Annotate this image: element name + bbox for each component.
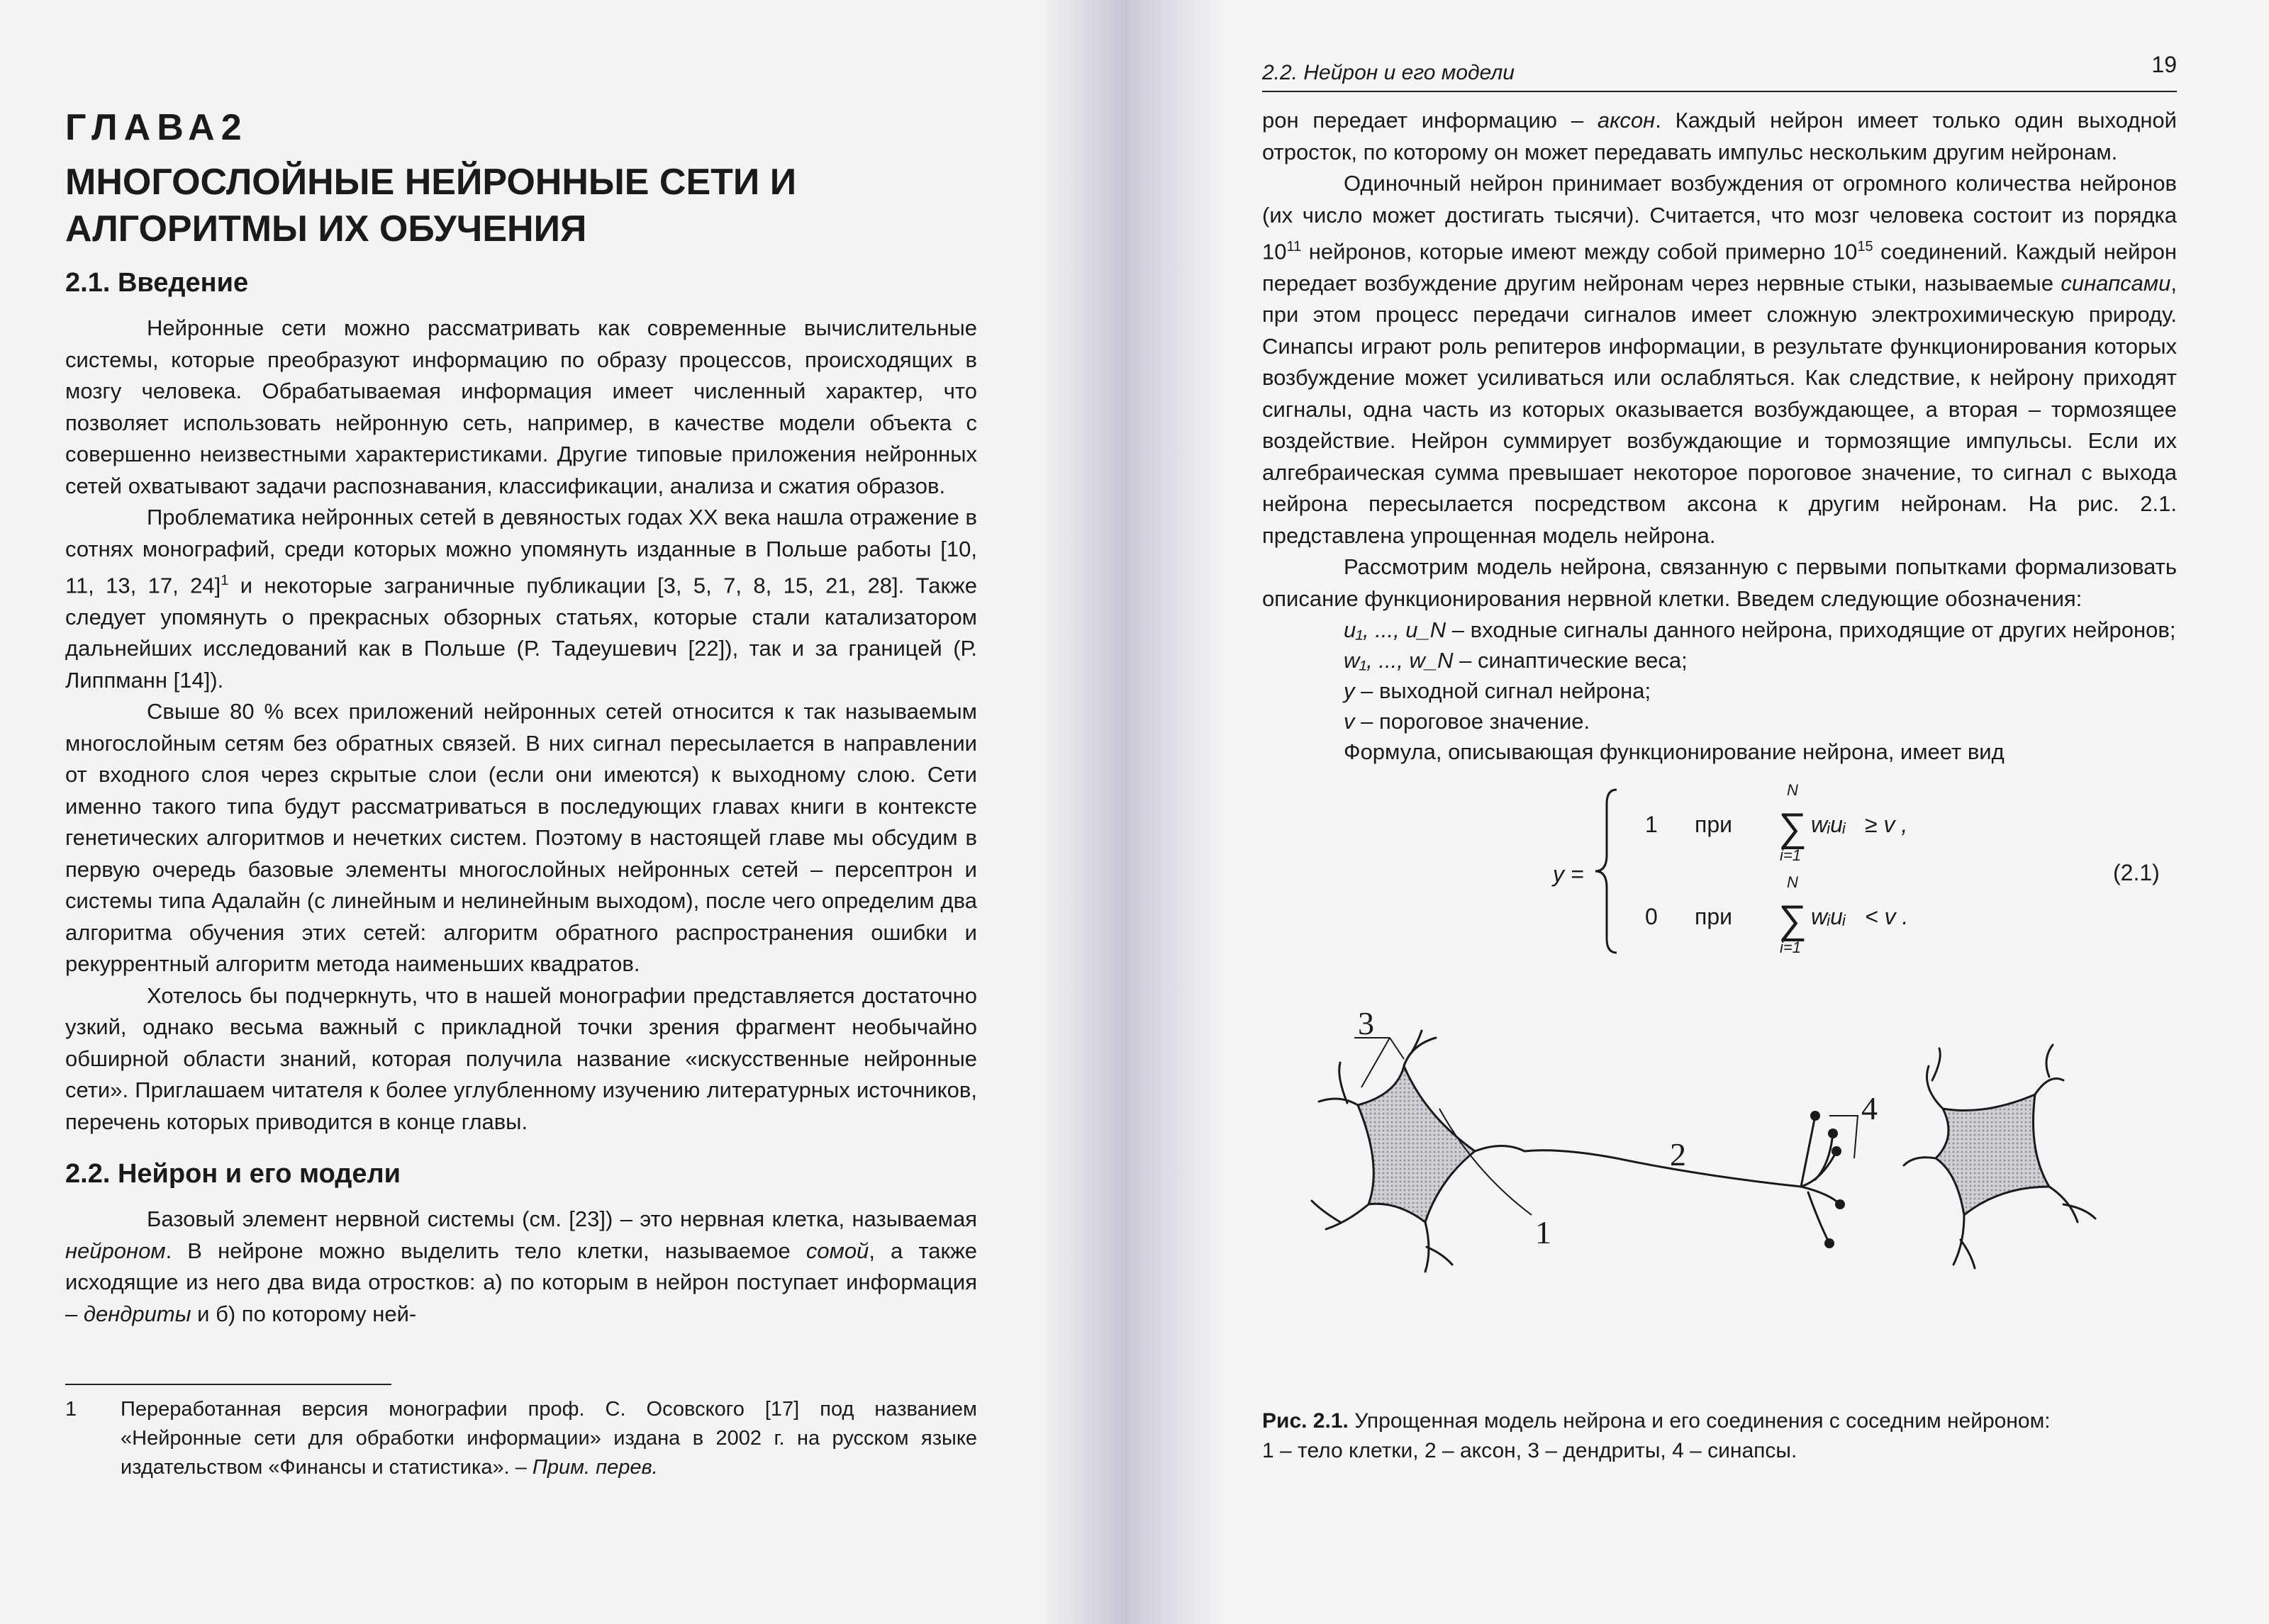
paragraph-single-neuron-part-b: нейронов, которые имеют между собой примерно 10 [1301,239,1858,264]
paragraph-single-neuron-part-d: , при этом процесс передачи сигналов имеет сложную электрохимическую природу. Синапсы играют роль репитеров информации, в результате функционирования которых возбуждение может усиливаться или ослабляться. Как следствие, к нейрону приходят сигналы, одна часть из которых оказывается возбуждающее, а вторая – тормозящее воздействие. Нейрон суммирует возбуждающие и тормозящие импульсы. Если их алгебраическая сумма превышает некоторое пороговое значение, то сигнал с выхода нейрона пересылается посредством аксона к другим нейронам. На рис. 2.1. представлена упрощенная модель нейрона. [1262,270,2177,548]
term-synapses: синапсами [2061,270,2171,296]
running-head [1262,50,2177,92]
synapse-5 [1810,1111,1820,1121]
figure-caption [1262,1406,2177,1466]
paragraph-model-intro: Рассмотрим модель нейрона, связанную с первыми попытками формализовать описание функционирования нервной клетки. Введем следующие обозначения: [1262,554,2177,611]
section-heading-neuron: 2.2. Нейрон и его модели [65,1159,401,1189]
formula-lhs: y = [1553,861,1584,887]
paragraph-formula-intro: Формула, описывающая функционирование нейрона, имеет вид [1344,739,2005,765]
neuron-diagram [1262,1009,2177,1364]
formula-case2-word: при [1695,903,1732,929]
label-1: 1 [1535,1214,1551,1250]
definition-inputs [1262,615,2177,645]
label-2: 2 [1670,1136,1686,1172]
figure-caption-text: Упрощенная модель нейрона и его соединения с соседним нейроном: [1348,1409,2051,1433]
term-dendrites: дендриты [83,1301,191,1326]
right-page [1127,0,2269,1624]
section-heading-introduction: 2.1. Введение [65,268,249,298]
paragraph-intro-2-part-a: Проблематика нейронных сетей в девяностых годах XX века нашла отражение в сотнях монографий, среди которых можно упомянуть изданные в Польше работы [10, 11, 13, 17, 24] [65,505,977,598]
paragraph-single-neuron-part-c: соединений. Каждый нейрон передает возбуждение другим нейронам через нервные стыки, называемые [1262,239,2177,296]
soma-right [1936,1094,2049,1215]
formula-case1-word: при [1695,811,1732,837]
term-soma: сомой [805,1238,869,1263]
exponent-15: 15 [1857,239,1873,254]
definition-threshold-symbol: v [1344,709,1355,734]
figure-caption-line-1 [1262,1406,2177,1436]
footnote-reference: 1 [221,573,229,588]
footnote-mark: 1 [65,1398,77,1421]
formula-2-1 [1262,775,2177,967]
formula-number: (2.1) [2113,859,2160,885]
paragraph-intro-2-part-b: и некоторые заграничные публикации [3, 5, 7, 8, 15, 21, 28]. Также следует упомянуть о прекрасных обзорных статьях, которые стали катализатором дальнейших исследований как в Польше (Р. Тадеушевич [22]), так и за границей (Р. Липпманн [14]). [65,573,977,693]
formula-case2-summand: wᵢuᵢ [1811,903,1846,929]
definition-threshold-text: – пороговое значение. [1354,709,1590,734]
paragraph-axon-part-b: . Каждый нейрон имеет только один выходной отросток, по которому он может передавать импульс нескольким другим нейронам. [1262,108,2177,164]
paragraph-neuron-1 [65,1204,977,1330]
paragraph-single-neuron-part-a: Одиночный нейрон принимает возбуждения от огромного количества нейронов (их число может достигать тысячи). Считается, что мозг человека состоит из порядка 10 [1262,171,2177,264]
definition-weights-symbol: w₁, ..., w_N [1344,648,1454,673]
definition-inputs-text: – входные сигналы данного нейрона, приходящие от других нейронов; [1446,617,2176,643]
term-neuron: нейроном [65,1238,166,1263]
definition-output-symbol: y [1344,678,1355,704]
formula-brace [1595,790,1617,953]
label-3: 3 [1358,1009,1374,1041]
figure-2-1 [1262,1009,2177,1406]
paragraph-neuron-1-part-d: и б) по которому ней- [191,1301,417,1326]
exponent-11: 11 [1286,239,1302,254]
right-text-column [1262,50,2177,1466]
label-4: 4 [1861,1090,1878,1126]
definition-threshold [1262,706,2177,737]
axon [1524,1150,1801,1187]
paragraph-intro-4: Хотелось бы подчеркнуть, что в нашей монографии представляется достаточно узкий, однако весьма важный с прикладной точки зрения фрагмент необычайно обширной области знаний, которая получила название «искусственные нейронные сети». Приглашаем читателя к более углубленному изучению литературных источников, перечень которых приводится в конце главы. [65,982,977,1134]
chapter-title-line-2: АЛГОРИТМЫ ИХ ОБУЧЕНИЯ [65,208,587,250]
figure-caption-line-2: 1 – тело клетки, 2 – аксон, 3 – дендриты, 4 – синапсы. [1262,1438,1797,1462]
paragraph-single-neuron [1262,168,2177,551]
formula-sum2-upper: N [1787,873,1798,891]
formula-sum1-sigma: ∑ [1778,804,1807,849]
figure-caption-label: Рис. 2.1. [1262,1409,1349,1433]
synapse-3 [1835,1199,1845,1209]
formula-graphic [1262,775,2177,967]
formula-case1-value: 1 [1645,811,1658,837]
footnote-text-part-a: Переработанная версия монографии проф. С. Осовского [17] под названием «Нейронные сети для обработки информации» издана в 2002 г. на русском языке издательством «Финансы и статистика». – [121,1398,977,1479]
synapse-4 [1824,1238,1834,1248]
page-number: 19 [2151,52,2177,77]
term-axon: аксон [1597,108,1656,133]
paragraph-axon-part-a: рон передает информацию – [1262,108,1598,133]
formula-sum1-upper: N [1787,780,1798,799]
definition-inputs-symbol: u₁, ..., u_N [1344,617,1446,643]
left-page [0,0,1127,1624]
definition-output [1262,676,2177,706]
paragraph-neuron-1-part-b: . В нейроне можно выделить тело клетки, называемое [165,1238,806,1263]
leader-3 [1354,1038,1404,1087]
paragraph-intro-3: Свыше 80 % всех приложений нейронных сетей относится к так называемым многослойным сетям без обратных связей. В них сигнал пересылается в направлении от входного слоя через скрытые слои (если они имеются) к выходному слою. Сети именно такого типа будут рассматриваться в последующих главах книги в контексте генетических алгоритмов и нечетких систем. Поэтому в настоящей главе мы обсудим в первую очередь базовые элементы многослойных нейронных сетей – персептрон и системы типа Адалайн (с линейным и нелинейным выходом), после чего определим два алгоритма обучения этих сетей: алгоритм обратного распространения ошибки и рекуррентный алгоритм метода наименьших квадратов. [65,699,977,977]
formula-sum2-lower: i=1 [1780,938,1801,956]
definition-output-text: – выходной сигнал нейрона; [1354,678,1651,704]
definition-weights-text: – синаптические веса; [1453,648,1688,673]
footnote-text [121,1395,977,1482]
chapter-number: ГЛАВА2 [65,107,248,148]
definition-weights [1262,645,2177,676]
formula-case2-condition: < v . [1865,903,1909,929]
formula-sum1-lower: i=1 [1780,846,1801,864]
paragraph-axon [1262,105,2177,168]
footnote-translator-note: Прим. перев. [532,1456,658,1479]
paragraph-neuron-1-part-c: , а также исходящие из него два вида отростков: а) по которым в нейрон поступает информация – [65,1238,977,1326]
synapse-2 [1828,1129,1838,1138]
synapse-1 [1832,1146,1841,1156]
formula-sum2-sigma: ∑ [1778,896,1807,941]
formula-case1-summand: wᵢuᵢ [1811,811,1846,837]
soma-left [1358,1066,1475,1222]
formula-case2-value: 0 [1645,903,1658,929]
footnote [65,1395,977,1482]
paragraph-intro-2 [65,502,977,696]
left-text-column [65,106,977,1482]
footnote-divider [65,1384,391,1385]
running-head-title: 2.2. Нейрон и его модели [1262,61,1515,84]
formula-case1-condition: ≥ v , [1865,811,1908,837]
chapter-title-line-1: МНОГОСЛОЙНЫЕ НЕЙРОННЫЕ СЕТИ И [65,162,797,203]
paragraph-neuron-1-part-a: Базовый элемент нервной системы (см. [23]) – это нервная клетка, называемая [147,1206,977,1232]
chapter-title [65,159,977,252]
book-gutter-shadow [1042,0,1227,1624]
paragraph-intro-1: Нейронные сети можно рассматривать как современные вычислительные системы, которые преобразуют информацию по образу процессов, происходящих в мозгу человека. Обрабатываемая информация имеет численный характер, что позволяет использовать нейронную сеть, например, в качестве модели объекта с совершенно неизвестными характеристиками. Другие типовые приложения нейронных сетей охватывают задачи распознавания, классификации, анализа и сжатия образов. [65,315,977,498]
